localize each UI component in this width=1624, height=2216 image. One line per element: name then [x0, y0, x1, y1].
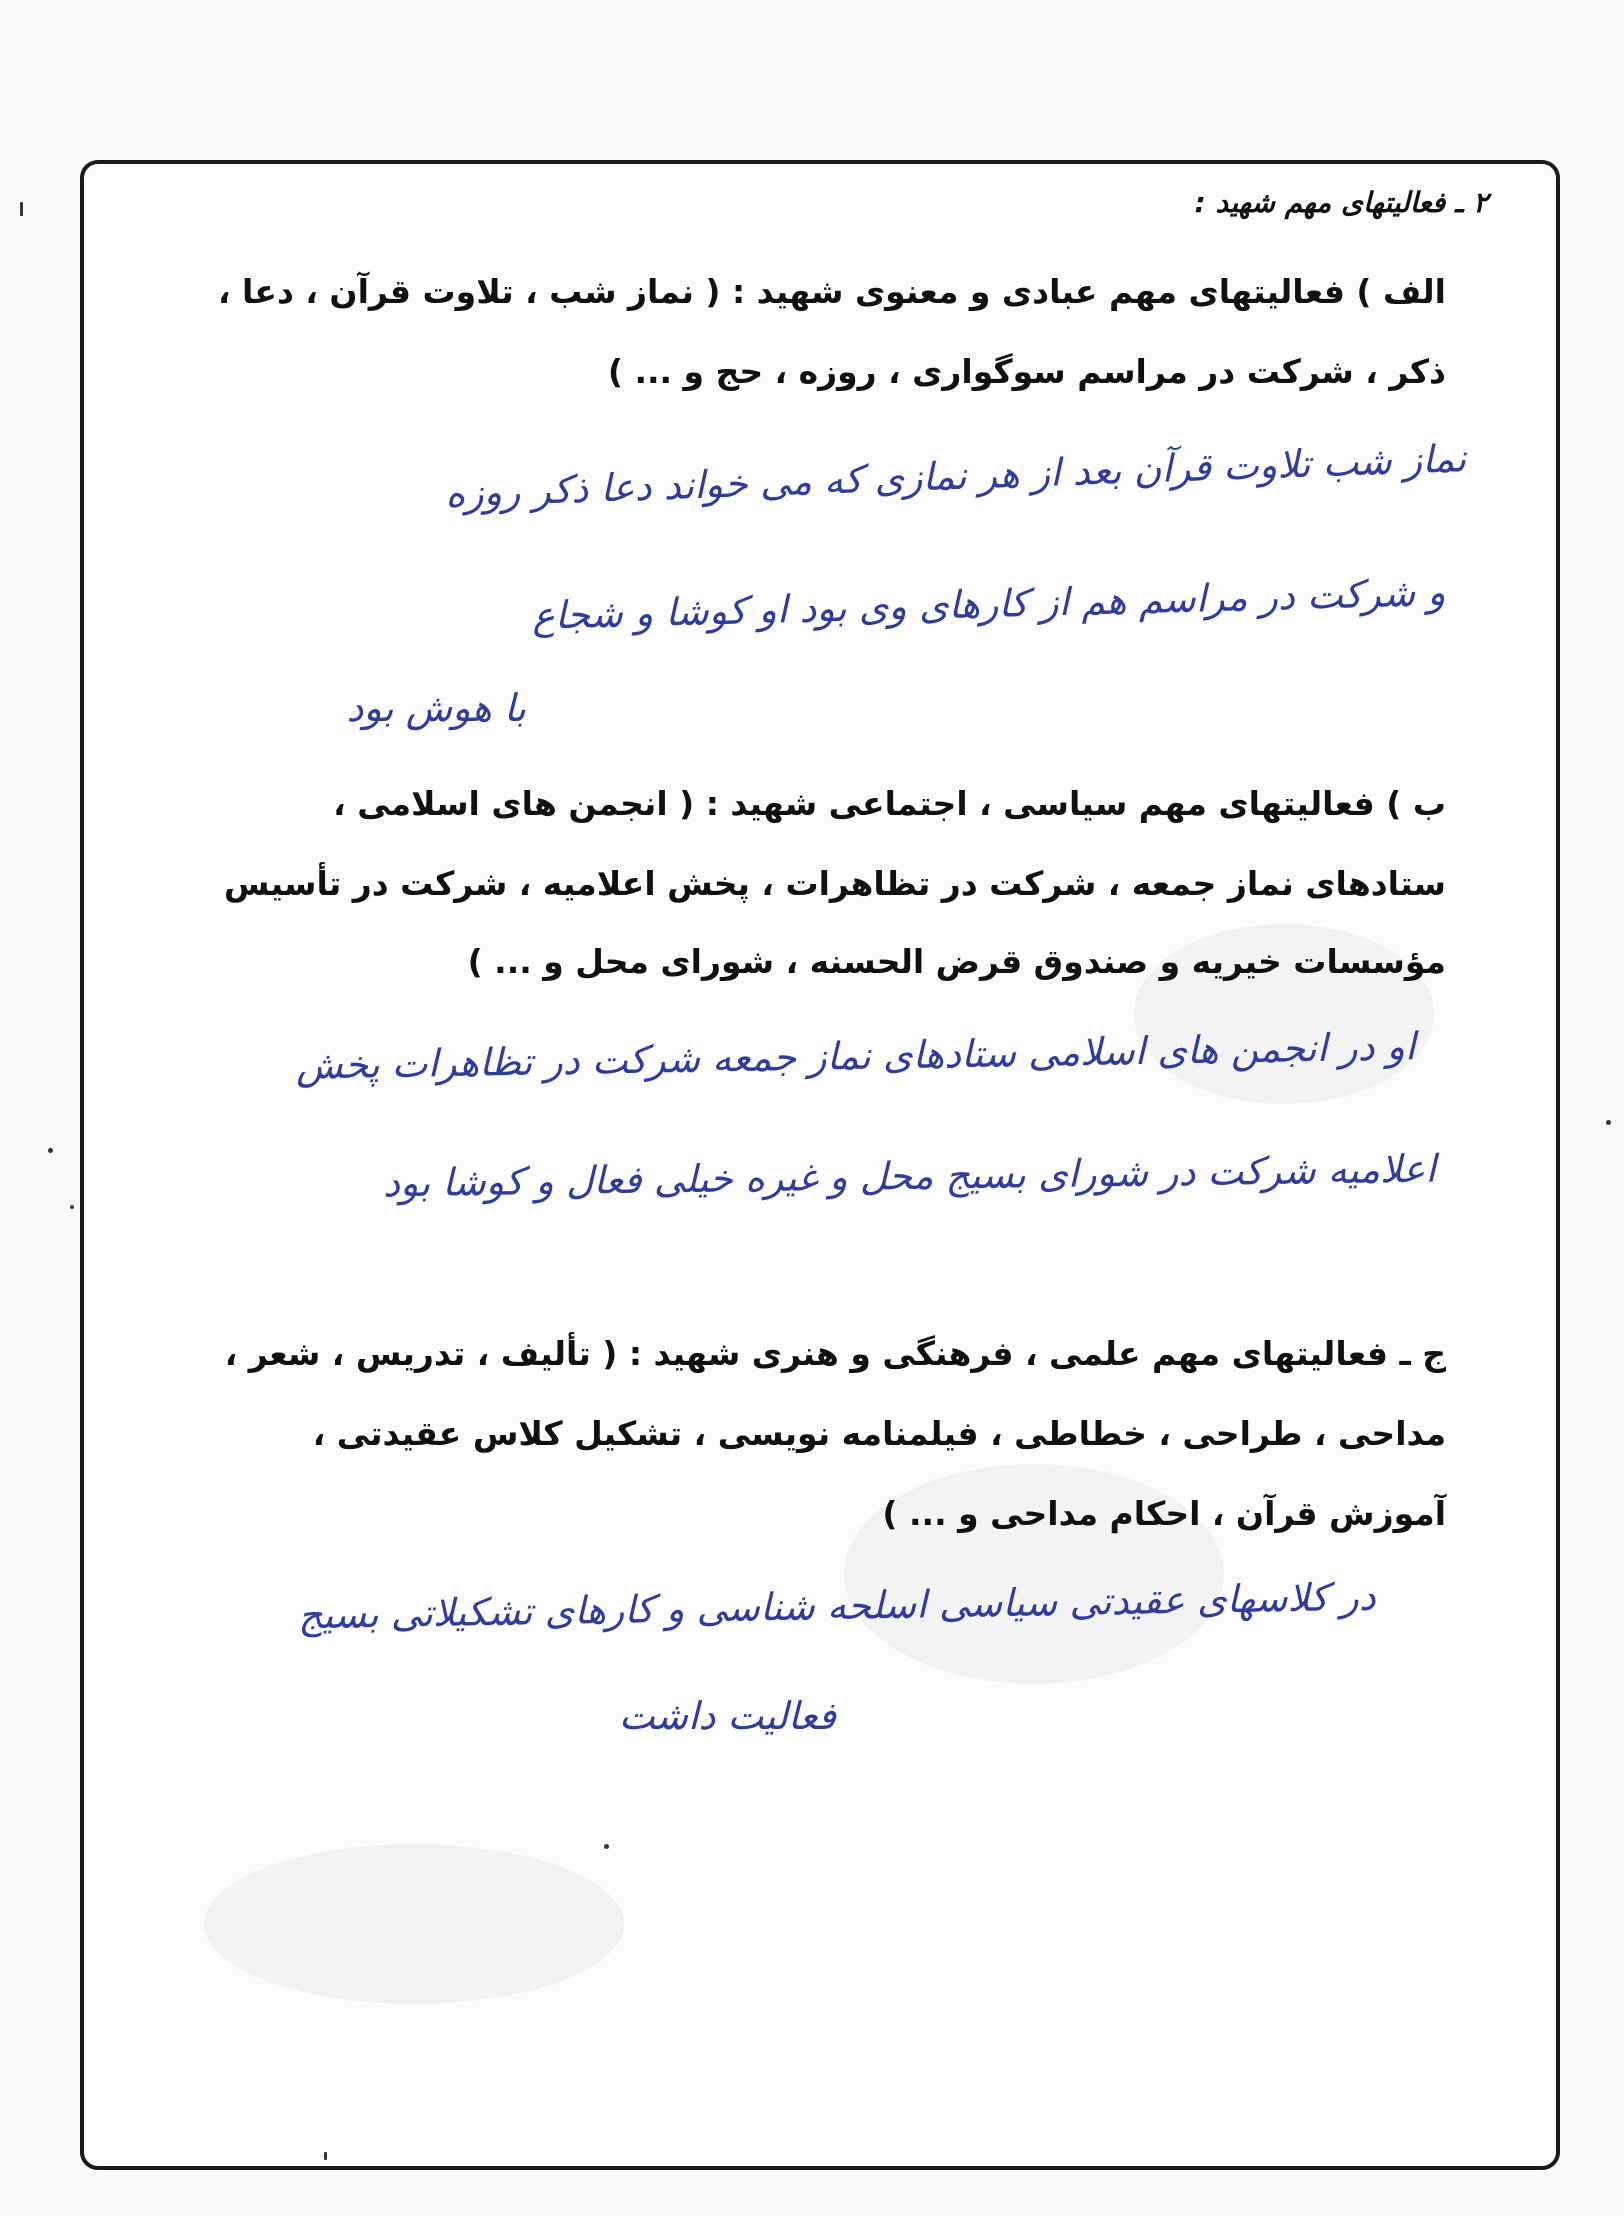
section-heading: ۲ ـ فعالیتهای مهم شهید :	[1194, 186, 1488, 219]
handwritten-line: و شرکت در مراسم هم از کارهای وی بود او کوشا و شجاع	[531, 570, 1447, 638]
handwritten-line: فعالیت داشت	[618, 1694, 836, 1738]
page-speck	[20, 202, 23, 216]
page-speck	[70, 1205, 74, 1209]
handwritten-line: او در انجمن های اسلامی ستادهای نماز جمعه شرکت در تظاهرات پخش	[296, 1024, 1417, 1088]
document-frame	[80, 160, 1560, 2170]
printed-line: مؤسسات خیریه و صندوق قرض الحسنه ، شورای محل و ... )	[467, 942, 1446, 981]
printed-line: ب ) فعالیتهای مهم سیاسی ، اجتماعی شهید : ( انجمن های اسلامی ،	[333, 784, 1446, 823]
handwritten-line: در کلاسهای عقیدتی سیاسی اسلحه شناسی و کارهای تشکیلاتی بسیج	[297, 1574, 1377, 1638]
printed-line: مداحی ، طراحی ، خطاطی ، فیلمنامه نویسی ، تشکیل کلاس عقیدتی ،	[312, 1414, 1446, 1453]
page-speck	[604, 1844, 609, 1849]
page-speck	[48, 1148, 53, 1153]
handwritten-line: با هوش بود	[346, 686, 526, 730]
printed-line: ذکر ، شرکت در مراسم سوگواری ، روزه ، حج و ... )	[607, 352, 1446, 391]
printed-line: ستادهای نماز جمعه ، شرکت در تظاهرات ، پخش اعلامیه ، شرکت در تأسیس	[223, 864, 1446, 903]
handwritten-line: اعلامیه شرکت در شورای بسیج محل و غیره خیلی فعال و کوشا بود	[382, 1146, 1437, 1206]
printed-line: ج ـ فعالیتهای مهم علمی ، فرهنگی و هنری شهید : ( تألیف ، تدریس ، شعر ،	[224, 1334, 1446, 1373]
printed-line: آموزش قرآن ، احکام مداحی و ... )	[882, 1494, 1446, 1533]
printed-line: الف ) فعالیتهای مهم عبادی و معنوی شهید : ( نماز شب ، تلاوت قرآن ، دعا ،	[218, 272, 1446, 311]
background-smudge	[204, 1844, 624, 2004]
page-speck	[324, 2152, 327, 2160]
page-speck	[1606, 1120, 1611, 1125]
handwritten-line: نماز شب تلاوت قرآن بعد از هر نمازی که می خواند دعا ذکر روزه	[444, 436, 1467, 516]
